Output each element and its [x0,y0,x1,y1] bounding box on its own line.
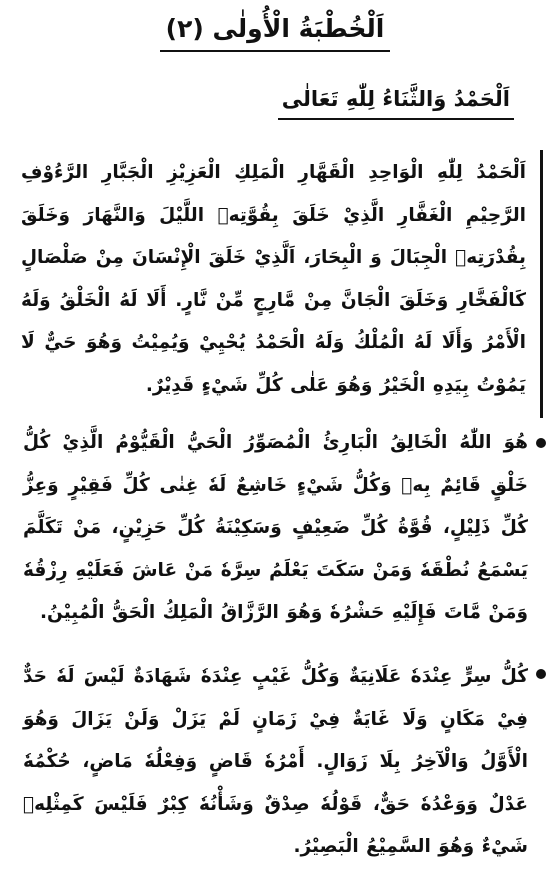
paragraph-3: كُلُّ سِرٍّ عِنْدَهٗ عَلَانِيَةٌ وَكُلُّ غَيْبٍ عِنْدَهٗ شَهَادَةٌ لَيْسَ لَهٗ حَدٌّ فِيْ مَكَانٍ وَلَا غَايَةٌ فِيْ زَمَانٍ لَمْ يَزَلْ وَلَنْ يَزَالَ وَهُوَ الْأَوَّلُ وَالْآخِرُ بِلَا زَوَالٍ. أَمْرُهٗ قَاضٍ وَفِعْلُهٗ مَاضٍ، حُكْمُهٗ عَدْلٌ وَوَعْدُهٗ حَقٌّ، قَوْلُهٗ صِدْقٌ وَشَأْنُهٗ كِبْرٌ فَلَيْسَ كَمِثْلِهٖ شَيْءٌ وَهُوَ السَّمِيْعُ الْبَصِيْرُ. [23,666,528,857]
subtitle-container [278,82,514,120]
title-container [0,10,550,52]
margin-bar [540,150,543,418]
bullet-icon [536,438,546,448]
bullet-icon [536,669,546,679]
paragraph-2: هُوَ اللّٰهُ الْخَالِقُ الْبَارِئُ الْمُصَوِّرُ الْحَيُّ الْقَيُّوْمُ الَّذِيْ كُلُّ خَلْقٍ قَائِمٌ بِهٖ وَكُلُّ شَيْءٍ خَاشِعٌ لَهٗ غِنٰى كُلِّ فَقِيْرٍ وَعِزُّ كُلِّ ذَلِيْلٍ، قُوَّةُ كُلِّ ضَعِيْفٍ وَسَكِيْنَةُ كُلِّ حَزِيْنٍ، مَنْ تَكَلَّمَ يَسْمَعُ نُطْقَهٗ وَمَنْ سَكَتَ يَعْلَمُ سِرَّهٗ مَنْ عَاشَ فَعَلَيْهِ رِزْقُهٗ وَمَنْ مَّاتَ فَإِلَيْهِ حَشْرُهٗ وَهُوَ الرَّزَّاقُ الْمَلِكُ الْحَقُّ الْمُبِيْنُ. [23,432,528,623]
page-title: اَلْخُطْبَةُ الْأُولٰى (٢) [160,10,391,52]
section-heading: اَلْحَمْدُ وَالثَّنَاءُ لِلّٰهِ تَعَالٰى [278,82,514,120]
paragraph-1: اَلْحَمْدُ لِلّٰهِ الْوَاحِدِ الْقَهَّارِ الْمَلِكِ الْعَزِيْزِ الْجَبَّارِ الرَّءُوْفِ الرَّحِيْمِ الْغَفَّارِ الَّذِيْ خَلَقَ بِقُوَّتِهٖ اللَّيْلَ وَالنَّهَارَ وَخَلَقَ بِقُدْرَتِهٖ الْجِبَالَ وَ الْبِحَارَ، اَلَّذِيْ خَلَقَ الْإِنْسَانَ مِنْ صَلْصَالٍ كَالْفَخَّارِ وَخَلَقَ الْجَانَّ مِنْ مَّارِجٍ مِّنْ نَّارٍ. أَلَا لَهُ الْخَلْقُ وَلَهُ الْأَمْرُ وَأَلَا لَهُ الْمُلْكُ وَلَهُ الْحَمْدُ يُحْيِيْ وَيُمِيْتُ وَهُوَ حَيٌّ لَا يَمُوْتُ بِيَدِهِ الْخَيْرُ وَهُوَ عَلٰى كُلِّ شَيْءٍ قَدِيْرٌ. [21,162,526,396]
